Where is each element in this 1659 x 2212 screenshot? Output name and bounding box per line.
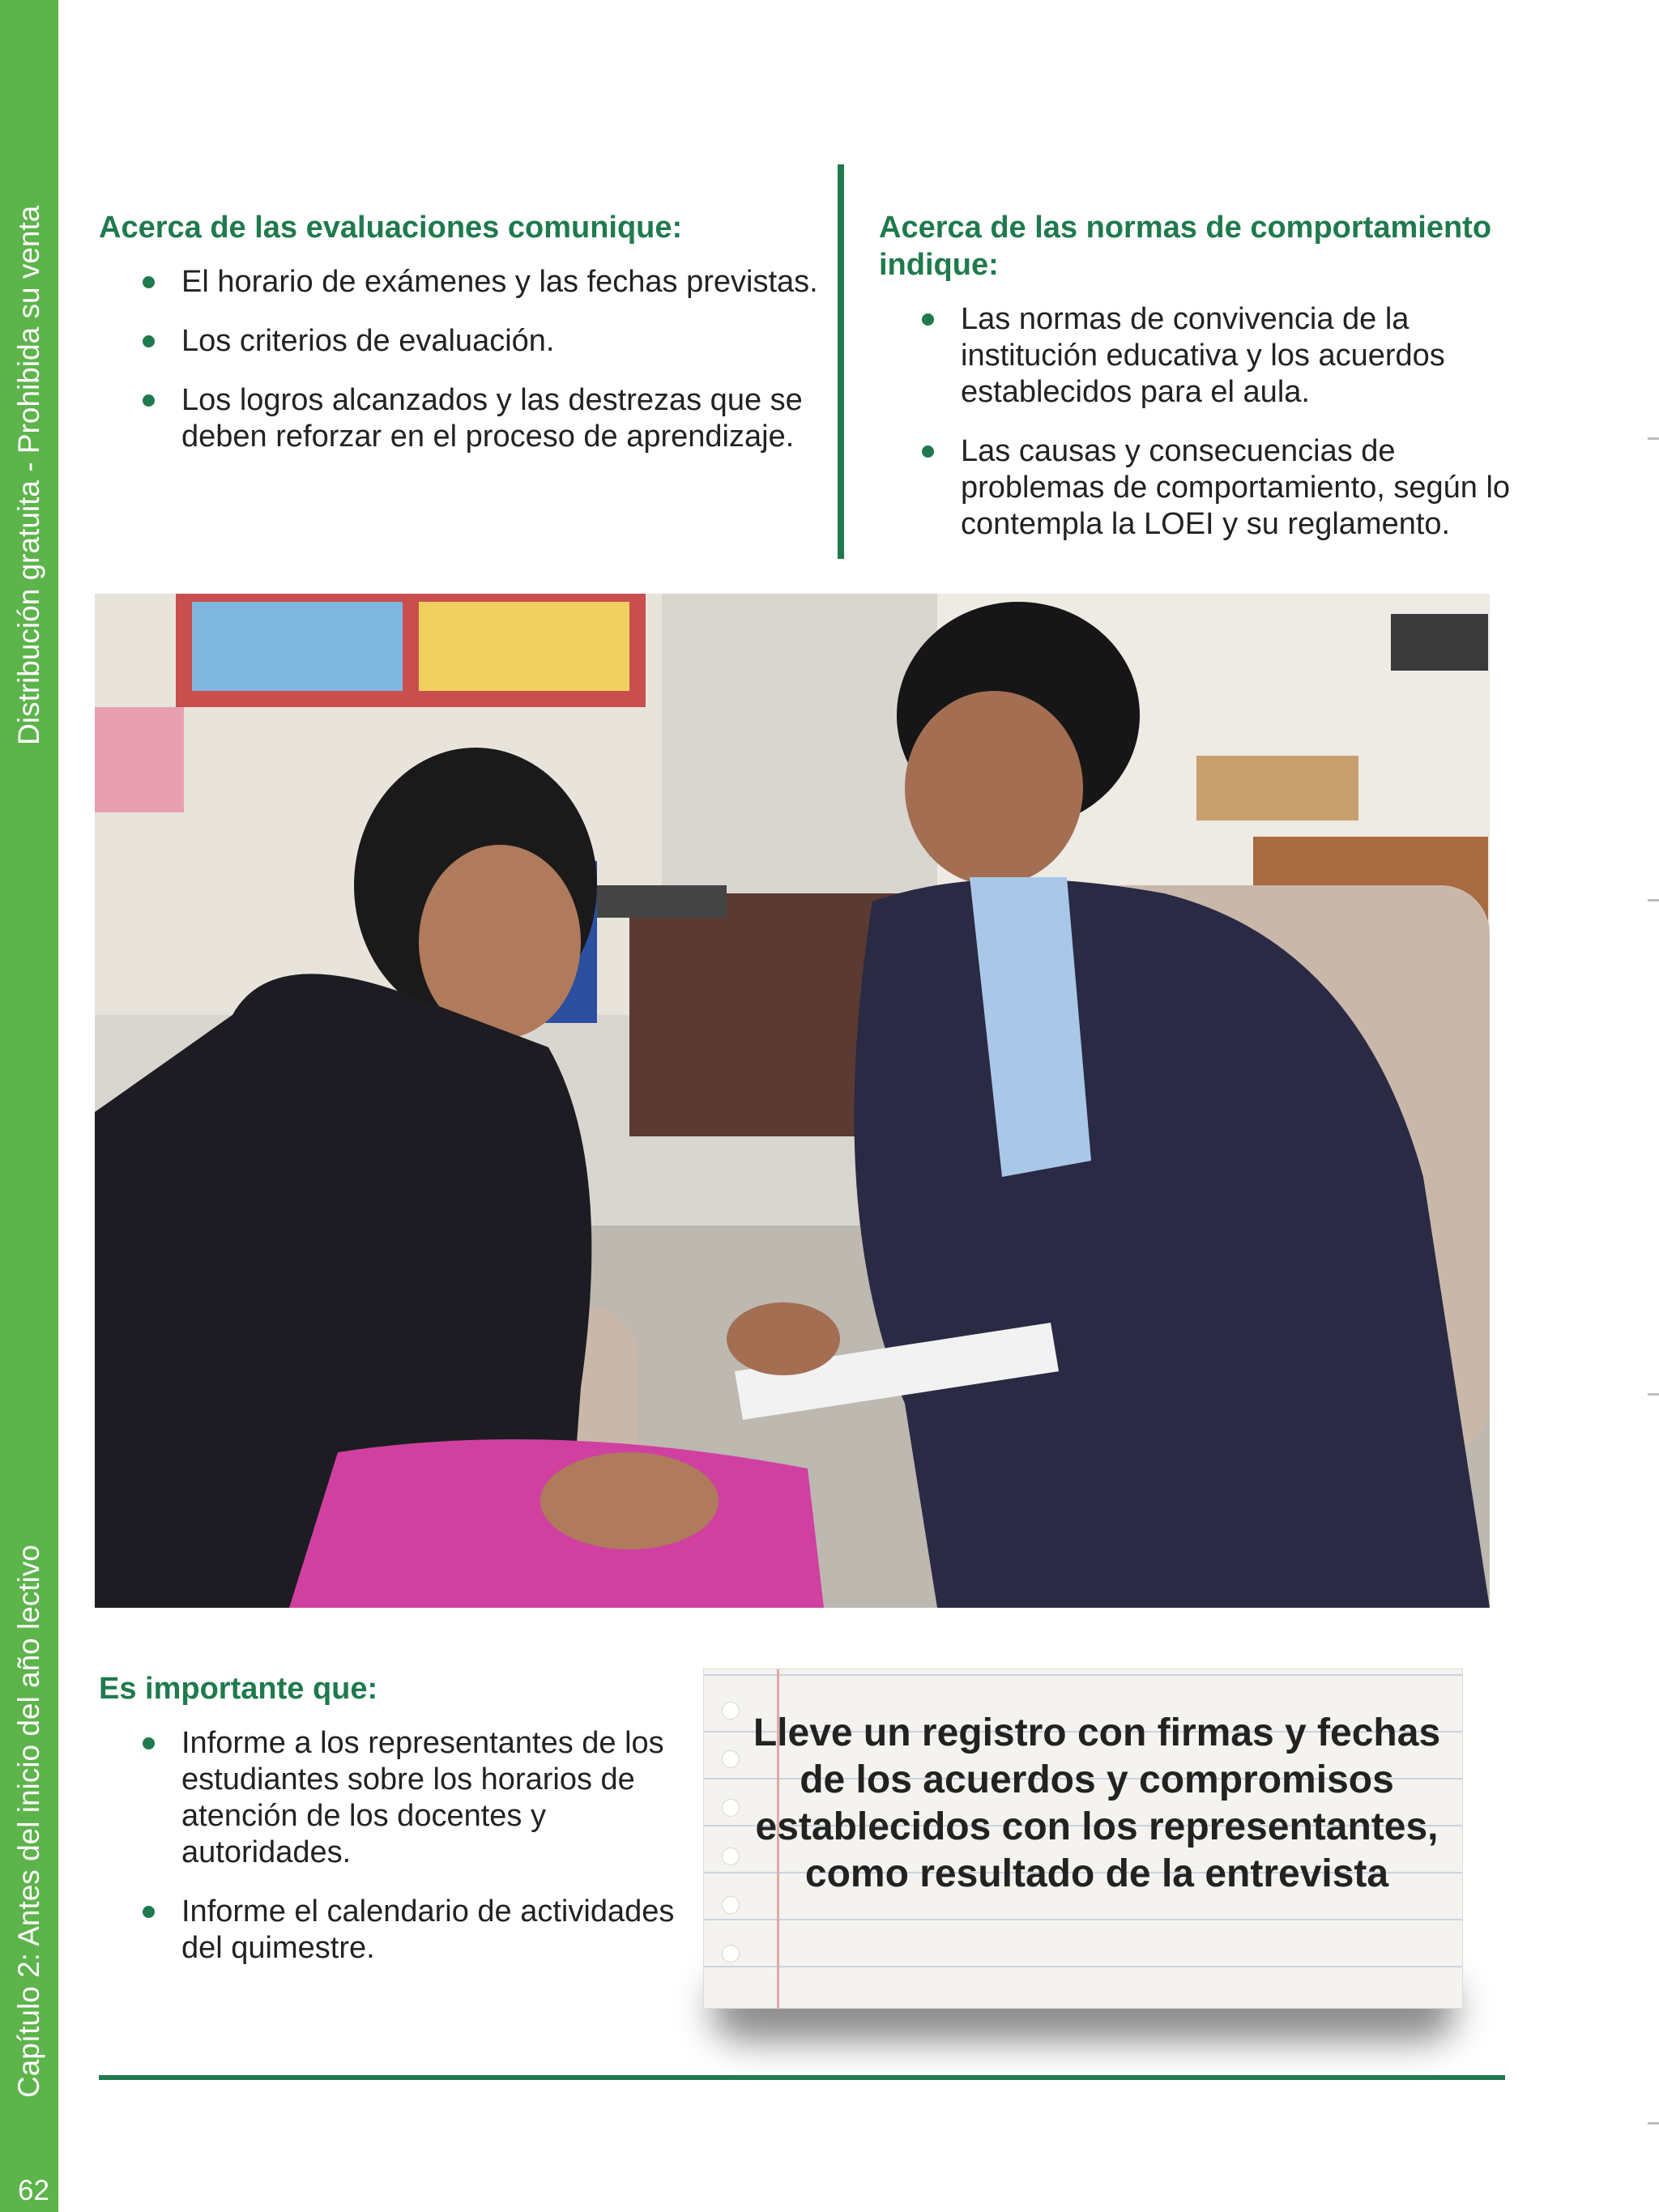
list-item: Informe el calendario de actividades del quimestre. bbox=[99, 1894, 714, 1967]
note-paper bbox=[703, 1669, 1463, 2009]
behavior-heading: Acerca de las normas de comportamiento indique: bbox=[879, 211, 1492, 282]
bullet-icon bbox=[143, 1906, 155, 1918]
bullet-icon bbox=[143, 335, 155, 347]
bullet-icon bbox=[143, 276, 155, 288]
important-heading: Es importante que: bbox=[99, 1672, 378, 1706]
list-item: Los criterios de evaluación. bbox=[99, 323, 828, 360]
evaluations-list bbox=[99, 264, 828, 455]
list-item: Las causas y consecuencias de problemas de comportamiento, según lo contempla la LOEI y su reglamento. bbox=[879, 433, 1527, 543]
column-divider bbox=[838, 164, 844, 559]
evaluations-section bbox=[99, 209, 828, 478]
bullet-icon bbox=[922, 313, 934, 326]
note-card bbox=[703, 1669, 1463, 2009]
bullet-icon bbox=[143, 1737, 155, 1750]
important-list bbox=[99, 1725, 714, 1967]
meeting-photo bbox=[95, 594, 1490, 1608]
edge-mark bbox=[1648, 899, 1659, 901]
edge-mark bbox=[1648, 437, 1659, 440]
edge-mark bbox=[1648, 1393, 1659, 1396]
bullet-icon bbox=[143, 394, 155, 407]
list-item: Los logros alcanzados y las destrezas que se deben reforzar en el proceso de aprendizaje. bbox=[99, 382, 828, 455]
chapter-title: Capítulo 2: Antes del inicio del año lectivo bbox=[12, 1545, 45, 2098]
footer-rule bbox=[99, 2075, 1505, 2080]
bullet-icon bbox=[922, 445, 934, 458]
distribution-notice: Distribución gratuita - Prohibida su venta bbox=[12, 205, 45, 745]
page-number: 62 bbox=[18, 2175, 49, 2206]
list-item: Las normas de convivencia de la institución educativa y los acuerdos establecidos para el aula. bbox=[879, 301, 1527, 411]
behavior-list bbox=[879, 301, 1527, 543]
note-holes bbox=[722, 1702, 741, 1993]
photo-illustration bbox=[95, 594, 1490, 1608]
evaluations-heading: Acerca de las evaluaciones comunique: bbox=[99, 211, 683, 245]
list-item: El horario de exámenes y las fechas previstas. bbox=[99, 264, 828, 300]
note-text: Lleve un registro con firmas y fechas de los acuerdos y compromisos establecidos con los representantes, como resultado de la entrevista bbox=[753, 1711, 1441, 1895]
edge-mark bbox=[1648, 2122, 1659, 2125]
list-item: Informe a los representantes de los estudiantes sobre los horarios de atención de los docentes y autoridades. bbox=[99, 1725, 714, 1871]
behavior-section bbox=[879, 209, 1527, 565]
important-section bbox=[99, 1670, 714, 1989]
